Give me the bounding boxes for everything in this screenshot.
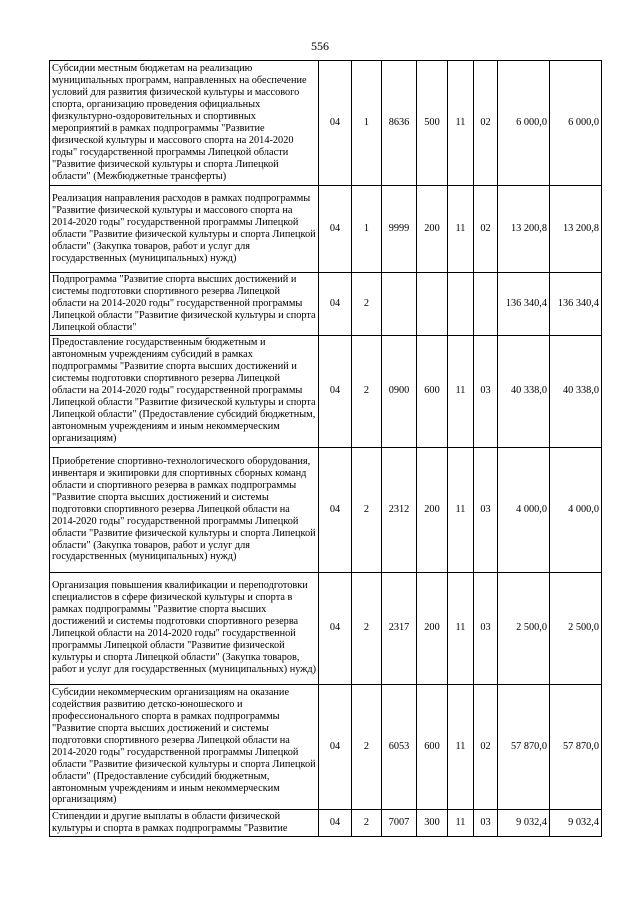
row-description: Стипендии и другие выплаты в области физической культуры и спорта в рамках подпрограммы "Развитие — [50, 809, 319, 836]
table-row — [50, 186, 602, 273]
code-direction: 2317 — [382, 572, 417, 684]
code-section — [448, 273, 474, 336]
code-subsection — [474, 273, 498, 336]
code-expense-type: 200 — [417, 447, 448, 572]
code-ministry: 04 — [319, 572, 352, 684]
code-subprogram: 2 — [352, 684, 382, 809]
code-section: 11 — [448, 447, 474, 572]
code-subprogram: 1 — [352, 186, 382, 273]
code-expense-type: 600 — [417, 335, 448, 447]
page-number: 556 — [311, 39, 329, 53]
code-expense-type: 200 — [417, 186, 448, 273]
code-ministry: 04 — [319, 61, 352, 186]
code-ministry: 04 — [319, 273, 352, 336]
row-description: Подпрограмма "Развитие спорта высших достижений и системы подготовки спортивного резерва Липецкой области на 2014-2020 годы" государственной программы Липецкой области "Развитие физической культуры и спорта Липецкой области" — [50, 273, 319, 336]
amount-1: 2 500,0 — [498, 572, 550, 684]
amount-1: 4 000,0 — [498, 447, 550, 572]
code-direction: 8636 — [382, 61, 417, 186]
table-row — [50, 61, 602, 186]
amount-1: 13 200,8 — [498, 186, 550, 273]
row-description: Приобретение спортивно-технологического оборудования, инвентаря и экипировки для спортивных сборных команд области и спортивного резерва в рамках подпрограммы "Развитие спорта высших достижений и системы подготовки спортивного резерва Липецкой области на 2014-2020 годы" государственной программы Липецкой области "Развитие физической культуры и спорта Липецкой области" (Закупка товаров, работ и услуг для государственных (муниципальных) нужд) — [50, 447, 319, 572]
table-row — [50, 572, 602, 684]
amount-2: 2 500,0 — [550, 572, 602, 684]
amount-2: 6 000,0 — [550, 61, 602, 186]
code-direction: 9999 — [382, 186, 417, 273]
table-row — [50, 809, 602, 836]
table-row — [50, 273, 602, 336]
code-section: 11 — [448, 186, 474, 273]
table-row — [50, 335, 602, 447]
amount-2: 136 340,4 — [550, 273, 602, 336]
amount-1: 40 338,0 — [498, 335, 550, 447]
amount-2: 9 032,4 — [550, 809, 602, 836]
code-direction: 7007 — [382, 809, 417, 836]
amount-2: 40 338,0 — [550, 335, 602, 447]
amount-2: 13 200,8 — [550, 186, 602, 273]
code-subsection: 03 — [474, 335, 498, 447]
code-subprogram: 2 — [352, 809, 382, 836]
table-row — [50, 447, 602, 572]
amount-1: 6 000,0 — [498, 61, 550, 186]
code-expense-type: 200 — [417, 572, 448, 684]
row-description: Организация повышения квалификации и переподготовки специалистов в сфере физической культуры и спорта в рамках подпрограммы "Развитие спорта высших достижений и системы подготовки спортивного резерва Липецкой области на 2014-2020 годы" государственной программы Липецкой области "Развитие физической культуры и спорта Липецкой области" (Закупка товаров, работ и услуг для государственных (муниципальных) нужд) — [50, 572, 319, 684]
code-section: 11 — [448, 809, 474, 836]
code-direction: 2312 — [382, 447, 417, 572]
code-expense-type — [417, 273, 448, 336]
code-subprogram: 2 — [352, 572, 382, 684]
code-direction: 0900 — [382, 335, 417, 447]
budget-table — [49, 60, 602, 837]
amount-1: 57 870,0 — [498, 684, 550, 809]
amount-2: 4 000,0 — [550, 447, 602, 572]
code-section: 11 — [448, 335, 474, 447]
amount-1: 136 340,4 — [498, 273, 550, 336]
code-direction — [382, 273, 417, 336]
code-ministry: 04 — [319, 186, 352, 273]
row-description: Субсидии местным бюджетам на реализацию муниципальных программ, направленных на обеспечение условий для развития физической культуры и массового спорта, организацию проведения официальных физкультурно-оздоровительных и спортивных мероприятий в рамках подпрограммы "Развитие физической культуры и массового спорта на 2014-2020 годы" государственной программы Липецкой области "Развитие физической культуры и спорта Липецкой области" (Межбюджетные трансферты) — [50, 61, 319, 186]
code-ministry: 04 — [319, 335, 352, 447]
code-subsection: 03 — [474, 572, 498, 684]
code-subsection: 03 — [474, 447, 498, 572]
code-ministry: 04 — [319, 684, 352, 809]
code-section: 11 — [448, 572, 474, 684]
amount-1: 9 032,4 — [498, 809, 550, 836]
code-expense-type: 300 — [417, 809, 448, 836]
code-expense-type: 600 — [417, 684, 448, 809]
code-section: 11 — [448, 684, 474, 809]
code-subprogram: 2 — [352, 447, 382, 572]
code-subprogram: 1 — [352, 61, 382, 186]
code-subsection: 03 — [474, 809, 498, 836]
code-ministry: 04 — [319, 447, 352, 572]
code-subprogram: 2 — [352, 335, 382, 447]
amount-2: 57 870,0 — [550, 684, 602, 809]
row-description: Предоставление государственным бюджетным и автономным учреждениям субсидий в рамках подпрограммы "Развитие спорта высших достижений и системы подготовки спортивного резерва Липецкой области на 2014-2020 годы" государственной программы Липецкой области "Развитие физической культуры и спорта Липецкой области" (Предоставление субсидий бюджетным, автономным учреждениям и иным некоммерческим организациям) — [50, 335, 319, 447]
table-row — [50, 684, 602, 809]
code-direction: 6053 — [382, 684, 417, 809]
code-subprogram: 2 — [352, 273, 382, 336]
code-expense-type: 500 — [417, 61, 448, 186]
row-description: Реализация направления расходов в рамках подпрограммы "Развитие физической культуры и массового спорта на 2014-2020 годы" государственной программы Липецкой области "Развитие физической культуры и спорта Липецкой области" (Закупка товаров, работ и услуг для государственных (муниципальных) нужд) — [50, 186, 319, 273]
code-subsection: 02 — [474, 61, 498, 186]
code-ministry: 04 — [319, 809, 352, 836]
row-description: Субсидии некоммерческим организациям на оказание содействия развитию детско-юношеского и профессионального спорта в рамках подпрограммы "Развитие спорта высших достижений и системы подготовки спортивного резерва Липецкой области на 2014-2020 годы" государственной программы Липецкой области "Развитие физической культуры и спорта Липецкой области" (Предоставление субсидий бюджетным, автономным учреждениям и иным некоммерческим организациям) — [50, 684, 319, 809]
code-subsection: 02 — [474, 186, 498, 273]
code-section: 11 — [448, 61, 474, 186]
code-subsection: 02 — [474, 684, 498, 809]
